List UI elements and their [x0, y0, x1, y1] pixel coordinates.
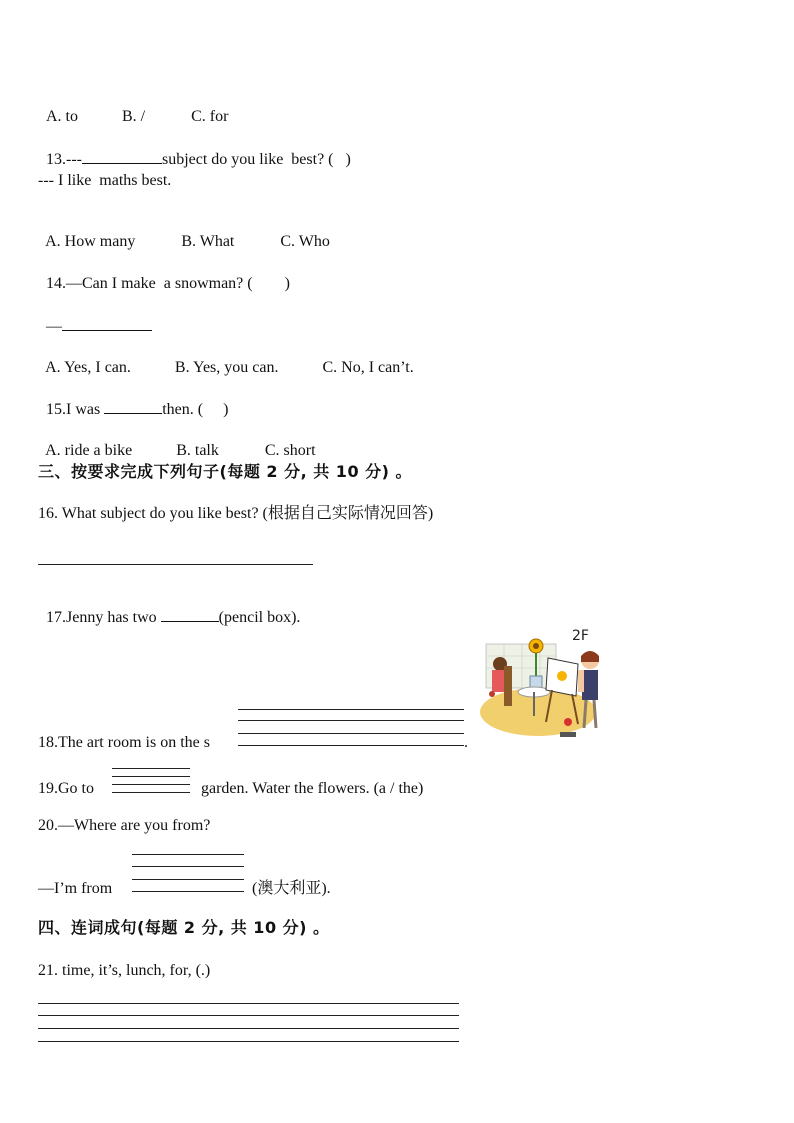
answer-line[interactable] [112, 776, 190, 777]
question-13 [38, 129, 351, 170]
answer-line[interactable] [238, 733, 464, 734]
floor-label: 2F [572, 628, 589, 644]
option-a: A. Yes, I can. [45, 359, 131, 376]
question-13-reply: --- I like maths best. [38, 172, 172, 189]
answer-line[interactable] [38, 564, 313, 565]
q14-options [38, 338, 414, 378]
question-19: 19.Go to [38, 780, 94, 797]
q13-options [38, 212, 330, 252]
question-14 [38, 254, 290, 294]
question-text-after: then. ( ) [162, 401, 229, 418]
question-number: 13.--- [46, 151, 82, 168]
answer-blank[interactable] [82, 149, 162, 164]
option-b: B. talk [176, 442, 219, 459]
question-number: 14. [46, 275, 66, 292]
answer-blank[interactable] [104, 399, 162, 414]
question-text: subject do you like best? ( ) [161, 151, 351, 168]
answer-line[interactable] [38, 1028, 459, 1029]
question-text-before: 17.Jenny has two [46, 609, 161, 626]
option-c: C. short [264, 442, 316, 459]
answer-line[interactable] [238, 720, 464, 721]
q12-options [38, 87, 228, 127]
question-text-after: (pencil box). [218, 609, 301, 626]
option-b: B. What [181, 233, 235, 250]
question-18: 18.The art room is on the s [38, 734, 210, 751]
option-a: A. How many [45, 233, 136, 250]
question-20: 20.—Where are you from? [38, 817, 211, 834]
question-21: 21. time, it’s, lunch, for, (.) [38, 962, 211, 979]
option-a: A. ride a bike [45, 442, 133, 459]
question-20-hint: (澳大利亚). [252, 880, 331, 897]
answer-line[interactable] [132, 879, 244, 880]
answer-line[interactable] [38, 1015, 459, 1016]
question-17 [38, 587, 300, 628]
answer-line[interactable] [38, 1003, 459, 1004]
question-14-reply [38, 296, 152, 337]
reply-dash: — [46, 318, 62, 335]
answer-line[interactable] [238, 745, 464, 746]
question-text-before: I was [66, 401, 105, 418]
section-3-heading: 三、按要求完成下列句子(每题 2 分, 共 10 分) 。 [38, 462, 413, 481]
q15-options [38, 421, 316, 461]
answer-line[interactable] [112, 784, 190, 785]
option-b: B. / [122, 108, 146, 125]
question-number: 15. [46, 401, 66, 418]
answer-line[interactable] [112, 768, 190, 769]
option-c: C. for [191, 108, 229, 125]
art-room-illustration [478, 624, 610, 748]
option-a: A. to [46, 108, 78, 125]
art-room-picture [478, 624, 610, 748]
answer-blank[interactable] [161, 607, 219, 622]
answer-line[interactable] [38, 1041, 459, 1042]
answer-line[interactable] [132, 854, 244, 855]
answer-line[interactable] [132, 891, 244, 892]
question-20-reply: —I’m from [38, 880, 113, 897]
question-19-rest: garden. Water the flowers. (a / the) [201, 780, 424, 797]
answer-line[interactable] [238, 709, 464, 710]
question-15 [38, 379, 228, 420]
question-text: —Can I make a snowman? ( ) [66, 275, 290, 292]
option-c: C. Who [280, 233, 330, 250]
answer-line[interactable] [132, 866, 244, 867]
question-18-period: . [464, 734, 468, 751]
question-16: 16. What subject do you like best? (根据自己实际情况回答) [38, 505, 434, 522]
answer-line[interactable] [112, 792, 190, 793]
option-b: B. Yes, you can. [174, 359, 279, 376]
option-c: C. No, I can’t. [322, 359, 414, 376]
section-4-heading: 四、连词成句(每题 2 分, 共 10 分) 。 [38, 918, 330, 937]
answer-blank[interactable] [62, 316, 152, 331]
